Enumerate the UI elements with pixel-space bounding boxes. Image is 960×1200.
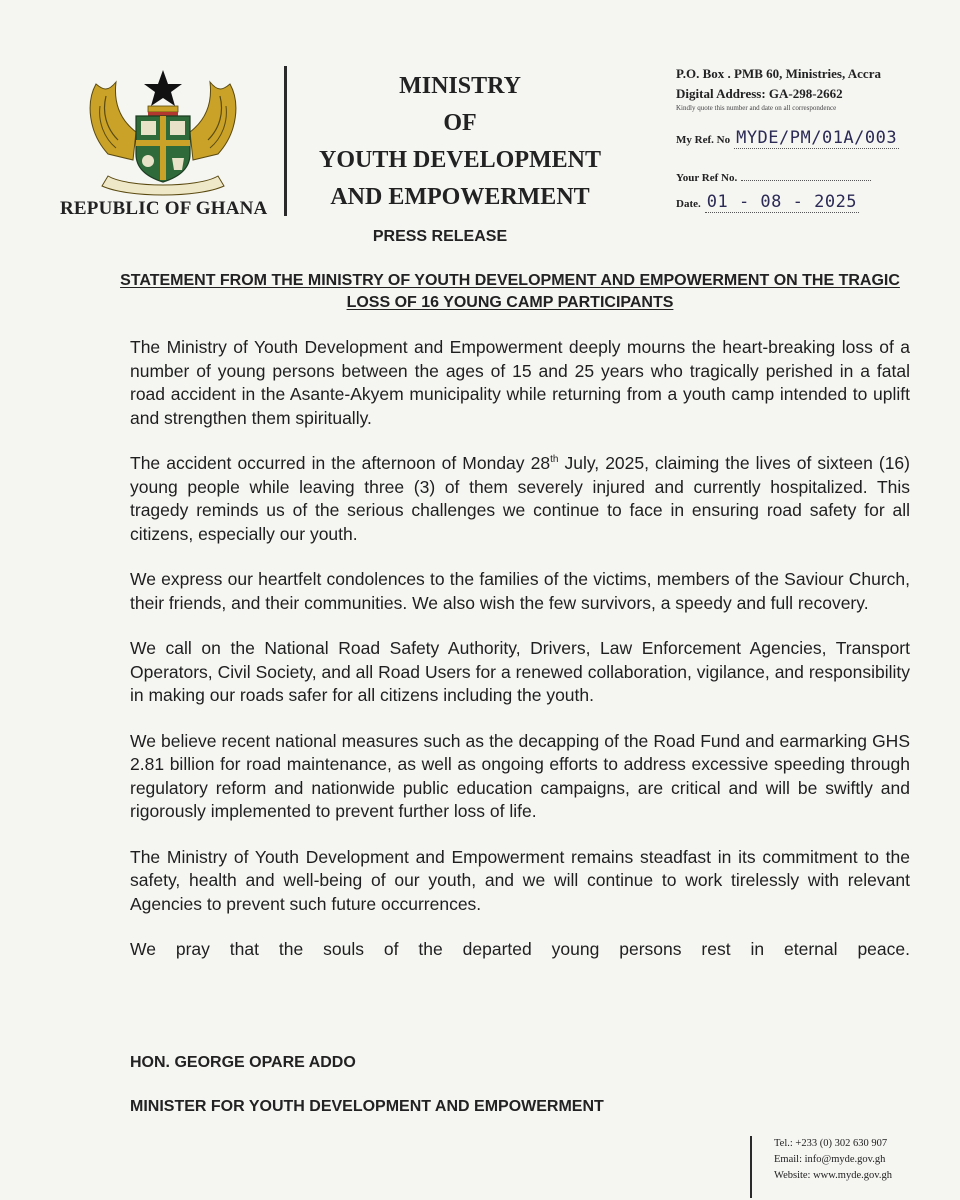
ministry-line: AND EMPOWERMENT	[330, 184, 590, 210]
paragraph-text: July, 2025, claiming the lives of sixteen (16) young people while leaving three (3) of them severely injured and currently hospitalized. This tragedy reminds us of the serious challenges we continue to face in ensuring road safety for all citizens, especially our youth.	[130, 453, 910, 544]
paragraph: We express our heartfelt condolences to the families of the victims, members of the Saviour Church, their friends, and their communities. We also wish the few survivors, a speedy and full recovery.	[130, 569, 910, 613]
ministry-line: OF	[443, 110, 477, 136]
ordinal-suffix: th	[550, 454, 559, 466]
ministry-line: MINISTRY	[399, 73, 521, 99]
paragraph: We call on the National Road Safety Authority, Drivers, Law Enforcement Agencies, Transport Operators, Civil Society, and all Road Users for a renewed collaboration, vigilance, and responsibility in making our roads safer for all citizens including the youth.	[130, 638, 910, 705]
signatory-title: MINISTER FOR YOUTH DEVELOPMENT AND EMPOWERMENT	[130, 1098, 604, 1115]
your-ref-label: Your Ref No.	[676, 172, 738, 184]
paragraph: We believe recent national measures such as the decapping of the Road Fund and earmarking GHS 2.81 billion for road maintenance, as well as ongoing efforts to address excessive speeding through regulatory reform and nationwide public education campaigns, are critical and will be swiftly and rigorously implemented to prevent further loss of life.	[130, 730, 910, 821]
footer-website: Website: www.myde.gov.gh	[774, 1170, 892, 1181]
signatory-name: HON. GEORGE OPARE ADDO	[130, 1054, 356, 1071]
quote-note: Kindly quote this number and date on all correspondence	[676, 104, 837, 112]
ministry-name	[290, 68, 630, 216]
paragraph: We pray that the souls of the departed young persons rest in eternal peace.	[130, 939, 910, 959]
my-ref-label: My Ref. No	[676, 134, 731, 146]
footer-tel: Tel.: +233 (0) 302 630 907	[774, 1138, 888, 1149]
postal-address: P.O. Box . PMB 60, Ministries, Accra	[676, 66, 881, 81]
paragraph	[130, 452, 910, 546]
your-ref-row	[676, 168, 871, 186]
statement-body	[130, 336, 910, 984]
press-release-heading: PRESS RELEASE	[372, 228, 508, 245]
your-ref-blank	[741, 170, 871, 181]
digital-address: Digital Address: GA-298-2662	[676, 86, 843, 101]
my-ref-row	[676, 128, 899, 149]
paragraph: The Ministry of Youth Development and Empowerment deeply mourns the heart-breaking loss of a number of young persons between the ages of 15 and 25 years who tragically perished in a fatal road accident in the Asante-Akyem municipality while returning from a youth camp intended to uplift and strengthen them spiritually.	[130, 337, 910, 428]
date-row	[676, 192, 859, 213]
statement-title: STATEMENT FROM THE MINISTRY OF YOUTH DEVELOPMENT AND EMPOWERMENT ON THE TRAGIC LOSS OF 16 YOUNG CAMP PARTICIPANTS	[120, 272, 900, 311]
republic-label: REPUBLIC OF GHANA	[60, 198, 268, 219]
date-value: 01 - 08 - 2025	[706, 192, 858, 212]
paragraph-text: The accident occurred in the afternoon of Monday 28	[130, 453, 551, 473]
date-label: Date.	[676, 198, 701, 210]
ministry-line: YOUTH DEVELOPMENT	[318, 147, 602, 173]
ghana-coat-of-arms-icon	[78, 62, 248, 197]
paragraph: The Ministry of Youth Development and Empowerment remains steadfast in its commitment to the safety, health and well-being of our youth, and we will continue to work tirelessly with relevant Agencies to prevent such future occurrences.	[130, 846, 910, 914]
footer-email: Email: info@myde.gov.gh	[774, 1154, 886, 1165]
my-ref-value: MYDE/PM/01A/003	[736, 128, 898, 148]
footer-divider	[750, 1136, 752, 1198]
footer-contact	[774, 1136, 892, 1184]
header-divider	[284, 66, 287, 216]
